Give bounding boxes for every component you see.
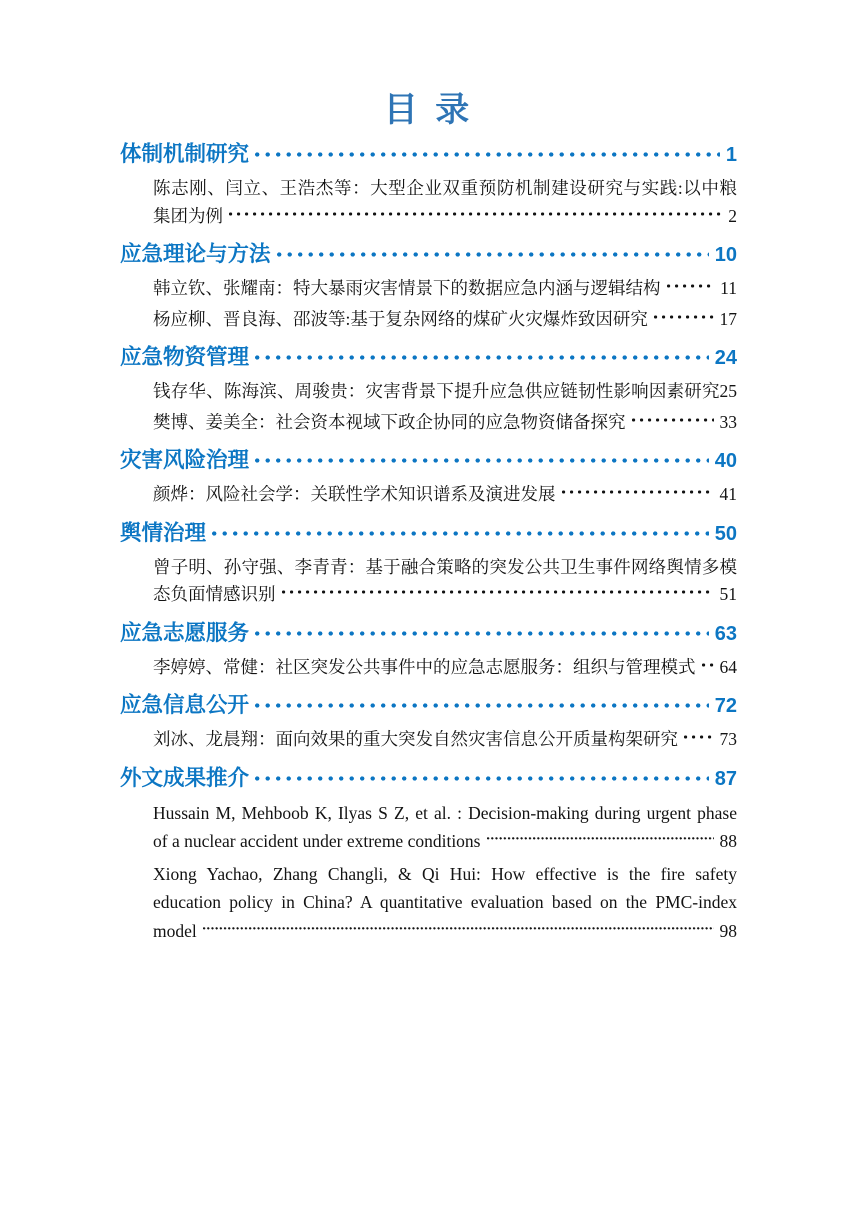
section-page-number: 24: [714, 347, 737, 369]
section-page-number: 72: [714, 695, 737, 717]
entry-text: of a nuclear accident under extreme conditions: [153, 831, 481, 851]
entry-page-number: 17: [719, 308, 737, 329]
section-title: 外文成果推介: [120, 765, 250, 790]
entry-line: education policy in China? A quantitative evaluation based on the PMC-index: [153, 892, 737, 912]
toc-section-heading[interactable]: [120, 447, 737, 475]
entry-last-line: [153, 481, 737, 509]
entry-page-number: 33: [719, 411, 737, 432]
entry-page-number: 73: [719, 729, 737, 749]
toc-section-heading[interactable]: [120, 520, 737, 548]
entry-last-line: [153, 409, 737, 437]
toc-section-heading[interactable]: [120, 344, 737, 372]
entry-last-line: [153, 654, 737, 682]
toc-section-heading[interactable]: [120, 765, 737, 793]
entry-last-line: [153, 275, 737, 303]
entry-last-line: [153, 581, 737, 609]
entry-page-number: 98: [719, 920, 737, 941]
toc-entry[interactable]: [120, 799, 737, 856]
entry-text: model: [153, 920, 197, 941]
entry-page-number: 41: [719, 484, 737, 504]
section-title: 体制机制研究: [120, 142, 250, 166]
section-title: 舆情治理: [120, 520, 207, 545]
toc-entry[interactable]: [120, 726, 737, 754]
entry-page-number: 25: [719, 381, 737, 401]
entry-page-number: 2: [728, 205, 737, 226]
entry-page-number: 64: [719, 656, 737, 677]
entry-page-number: 88: [719, 831, 737, 851]
section-title: 应急信息公开: [120, 693, 250, 717]
entry-last-line: [153, 827, 737, 856]
toc-section-heading[interactable]: [120, 692, 737, 720]
section-page-number: 87: [714, 767, 737, 790]
toc-list: [120, 141, 737, 945]
toc-section-heading[interactable]: [120, 141, 737, 169]
section-title: 应急志愿服务: [120, 620, 250, 645]
toc-entry[interactable]: [120, 175, 737, 230]
entry-last-line: [153, 917, 737, 946]
entry-text: 集团为例: [153, 205, 223, 226]
entry-last-line: [153, 726, 737, 754]
toc-entry[interactable]: [120, 378, 737, 406]
entry-text: 颜烨：风险社会学：关联性学术知识谱系及演进发展: [153, 484, 556, 504]
section-page-number: 10: [714, 244, 737, 266]
section-title: 应急物资管理: [120, 345, 250, 369]
section-page-number: 50: [714, 522, 737, 545]
section-page-number: 40: [714, 450, 737, 472]
toc-entry[interactable]: [120, 481, 737, 509]
page-title: 目 录: [383, 91, 474, 129]
entry-last-line: [153, 306, 737, 334]
section-title: 灾害风险治理: [120, 448, 250, 472]
toc-section-heading[interactable]: [120, 620, 737, 648]
toc-entry[interactable]: [120, 554, 737, 609]
toc-entry[interactable]: [120, 306, 737, 334]
entry-page-number: 51: [719, 584, 737, 604]
entry-text: 钱存华、陈海滨、周骏贵：灾害背景下提升应急供应链韧性影响因素研究: [153, 381, 720, 401]
entry-line: 曾子明、孙守强、李青青：基于融合策略的突发公共卫生事件网络舆情多模: [153, 556, 737, 577]
entry-text: 樊博、姜美全：社会资本视域下政企协同的应急物资储备探究: [153, 411, 626, 432]
toc-section-heading[interactable]: [120, 241, 737, 269]
entry-last-line: [153, 203, 737, 231]
entry-text: 态负面情感识别: [153, 584, 276, 604]
entry-text: 李婷婷、常健：社区突发公共事件中的应急志愿服务：组织与管理模式: [153, 656, 696, 677]
toc-entry[interactable]: [120, 275, 737, 303]
toc-entry[interactable]: [120, 654, 737, 682]
section-page-number: 1: [725, 144, 737, 166]
section-title: 应急理论与方法: [120, 242, 271, 266]
entry-text: 刘冰、龙晨翔：面向效果的重大突发自然灾害信息公开质量构架研究: [153, 729, 678, 749]
section-page-number: 63: [714, 622, 737, 645]
entry-last-line: [153, 378, 737, 406]
entry-page-number: 11: [720, 278, 737, 298]
entry-line: Hussain M, Mehboob K, Ilyas S Z, et al. : Decision-making during urgent phase: [153, 802, 737, 823]
toc-entry[interactable]: [120, 860, 737, 946]
entry-text: 杨应柳、晋良海、邵波等:基于复杂网络的煤矿火灾爆炸致因研究: [153, 308, 648, 329]
entry-line: Xiong Yachao, Zhang Changli, & Qi Hui: How effective is the fire safety: [153, 863, 737, 884]
toc-entry[interactable]: [120, 409, 737, 437]
entry-line: 陈志刚、闫立、王浩杰等：大型企业双重预防机制建设研究与实践:以中粮: [153, 178, 737, 198]
entry-text: 韩立钦、张耀南：特大暴雨灾害情景下的数据应急内涵与逻辑结构: [153, 278, 661, 298]
